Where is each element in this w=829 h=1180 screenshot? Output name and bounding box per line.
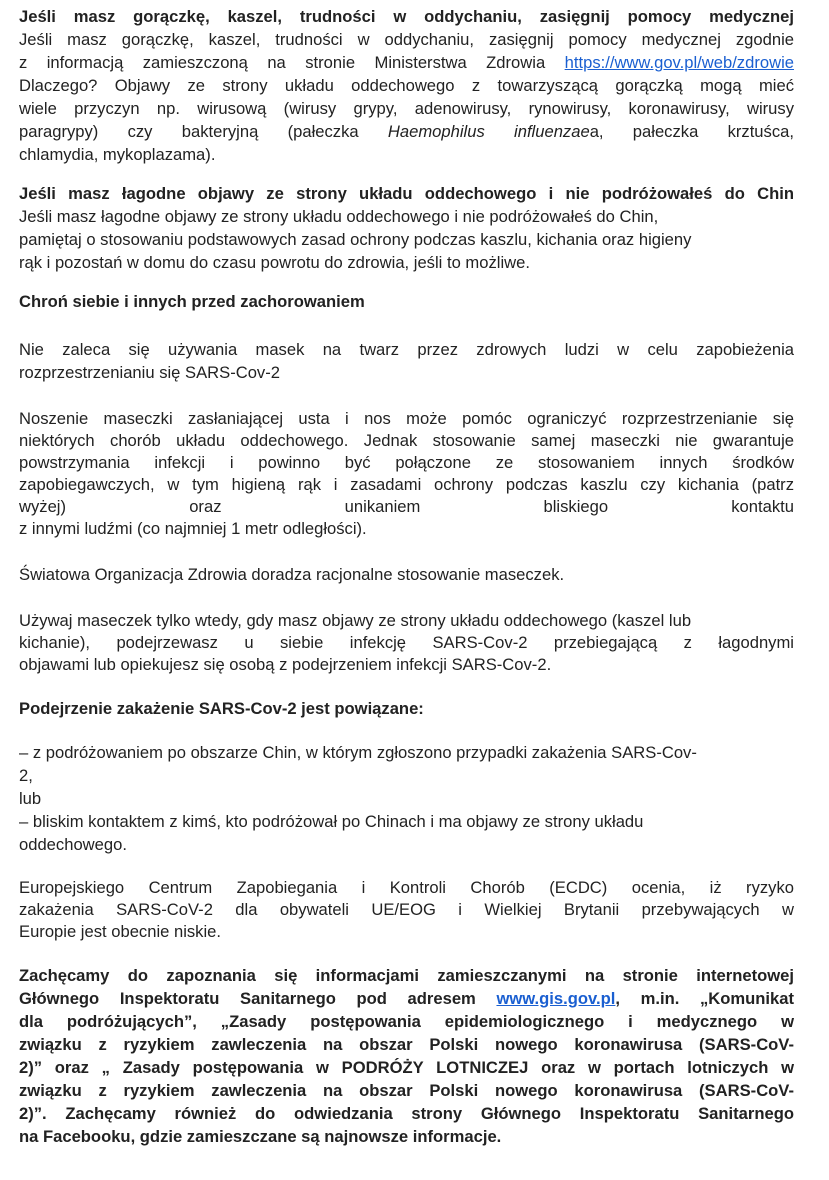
paragraph-line: Światowa Organizacja Zdrowia doradza racjonalne stosowanie maseczek. [19, 565, 565, 584]
paragraph-line [19, 120, 794, 143]
list-item-continuation: 2, [19, 766, 33, 785]
paragraph-line: na Facebooku, gdzie zamieszczane są najnowsze informacje. [19, 1127, 502, 1146]
section-heading-suspicion: Podejrzenie zakażenie SARS-Cov-2 jest powiązane: [19, 699, 424, 718]
list-item: – z podróżowaniem po obszarze Chin, w którym zgłoszono przypadki zakażenia SARS-Cov- [19, 743, 697, 762]
list-item: – bliskim kontaktem z kimś, kto podróżował po Chinach i ma objawy ze strony układu [19, 812, 644, 831]
paragraph-text: paragrypy) czy bakteryjną (pałeczka [19, 122, 359, 141]
paragraph-line: 2)”. Zachęcamy również do odwiedzania strony Głównego Inspektoratu Sanitarnego [19, 1104, 794, 1123]
paragraph-line: Jeśli masz gorączkę, kaszel, trudności w oddychaniu, zasięgnij pomocy medycznej zgodnie [19, 30, 794, 49]
paragraph-line: kichanie), podejrzewasz u siebie infekcję SARS-Cov-2 przebiegającą z łagodnymi [19, 633, 794, 652]
paragraph-line: niektórych chorób układu oddechowego. Jednak stosowanie samej maseczki nie gwarantuje [19, 431, 794, 450]
paragraph-line: związku z ryzykiem zawleczenia na obszar Polski nowego koronawirusa (SARS-CoV- [19, 1035, 794, 1054]
paragraph-line: zapobiegawczych, w tym higieną rąk i zasadami ochrony podczas kaszlu czy kichania (patrz [19, 475, 794, 494]
section-heading-protect: Chroń siebie i innych przed zachorowaniem [19, 292, 365, 311]
paragraph-line: chlamydia, mykoplazama). [19, 145, 216, 164]
paragraph-line: Noszenie maseczki zasłaniającej usta i nos może pomóc ograniczyć rozprzestrzenianie się [19, 409, 794, 428]
paragraph-text: Głównego Inspektoratu Sanitarnego pod adresem [19, 989, 476, 1008]
paragraph-line [19, 51, 794, 74]
italic-term: Haemophilus [387, 122, 485, 141]
ministry-health-link[interactable]: https://www.gov.pl/web/zdrowie [564, 53, 794, 72]
paragraph-line: związku z ryzykiem zawleczenia na obszar Polski nowego koronawirusa (SARS-CoV- [19, 1081, 794, 1100]
gis-website-link[interactable]: www.gis.gov.pl [496, 989, 616, 1008]
paragraph-line: dla podróżujących”, „Zasady postępowania epidemiologicznego i medycznego w [19, 1012, 794, 1031]
paragraph-line: Nie zaleca się używania masek na twarz przez zdrowych ludzi w celu zapobieżenia [19, 340, 794, 359]
paragraph-line: Jeśli masz łagodne objawy ze strony układu oddechowego i nie podróżowałeś do Chin, [19, 207, 659, 226]
paragraph-line: rozprzestrzenianiu się SARS-Cov-2 [19, 363, 280, 382]
paragraph-text: z informacją zamieszczoną na stronie Ministerstwa Zdrowia [19, 53, 546, 72]
paragraph-line: Europejskiego Centrum Zapobiegania i Kontroli Chorób (ECDC) ocenia, iż ryzyko [19, 878, 794, 897]
paragraph-line: z innymi ludźmi (co najmniej 1 metr odległości). [19, 519, 367, 538]
section-heading-fever: Jeśli masz gorączkę, kaszel, trudności w oddychaniu, zasięgnij pomocy medycznej [19, 7, 794, 26]
paragraph-line: wyżej) oraz unikaniem bliskiego kontaktu [19, 497, 794, 516]
paragraph-line: rąk i pozostań w domu do czasu powrotu do zdrowia, jeśli to możliwe. [19, 253, 530, 272]
italic-term: influenzae [514, 122, 590, 141]
list-item-continuation: oddechowego. [19, 835, 127, 854]
paragraph-line: zakażenia SARS-CoV-2 dla obywateli UE/EOG i Wielkiej Brytanii przebywających w [19, 900, 794, 919]
paragraph-text: a, pałeczka krztuśca, [589, 122, 794, 141]
paragraph-text: , m.in. „Komunikat [615, 989, 794, 1008]
paragraph-line: objawami lub opiekujesz się osobą z podejrzeniem infekcji SARS-Cov-2. [19, 655, 552, 674]
section-heading-mild-symptoms: Jeśli masz łagodne objawy ze strony układu oddechowego i nie podróżowałeś do Chin [19, 184, 794, 203]
paragraph-line: Używaj maseczek tylko wtedy, gdy masz objawy ze strony układu oddechowego (kaszel lub [19, 611, 692, 630]
paragraph-line: Europie jest obecnie niskie. [19, 922, 222, 941]
paragraph-line: pamiętaj o stosowaniu podstawowych zasad ochrony podczas kaszlu, kichania oraz higieny [19, 230, 692, 249]
paragraph-line: 2)” oraz „ Zasady postępowania w PODRÓŻY LOTNICZEJ oraz w portach lotniczych w [19, 1058, 794, 1077]
paragraph-line [19, 987, 794, 1010]
paragraph-line: wiele przyczyn np. wirusową (wirusy grypy, adenowirusy, rynowirusy, koronawirusy, wirusy [19, 99, 794, 118]
paragraph-line: Dlaczego? Objawy ze strony układu oddechowego z towarzyszącą gorączką mogą mieć [19, 76, 794, 95]
paragraph-line: powstrzymania infekcji i powinno być połączone ze stosowaniem innych środków [19, 453, 794, 472]
list-connector: lub [19, 789, 42, 808]
paragraph-line: Zachęcamy do zapoznania się informacjami zamieszczanymi na stronie internetowej [19, 966, 794, 985]
